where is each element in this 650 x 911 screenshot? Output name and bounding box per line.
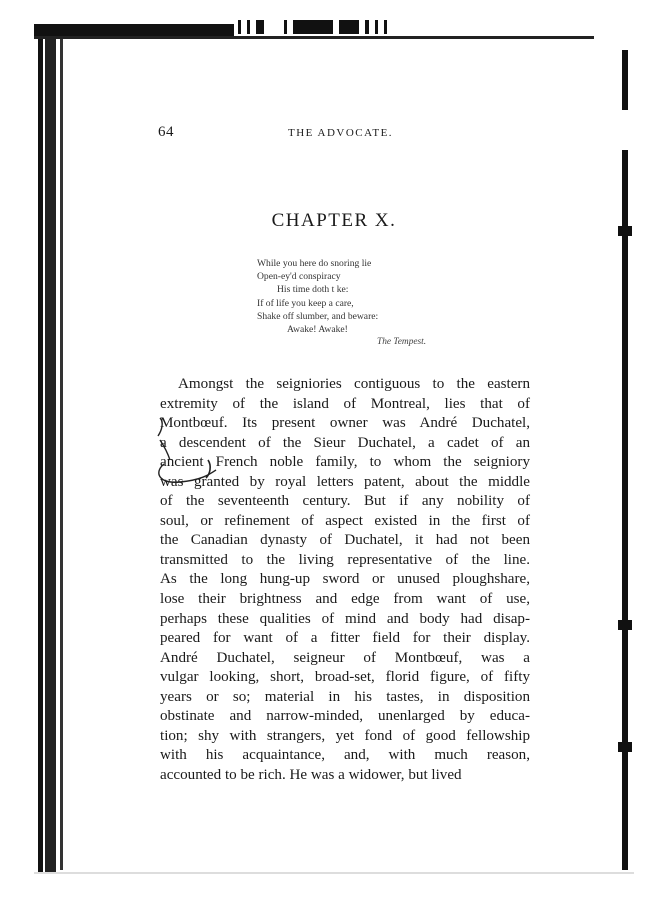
epigraph-source: The Tempest. — [377, 337, 427, 347]
epigraph-line: Awake! Awake! — [287, 324, 348, 336]
body-line: years or so; material in his tastes, in disposition — [160, 688, 530, 705]
running-head: THE ADVOCATE. — [288, 127, 394, 139]
page-number: 64 — [158, 124, 174, 140]
epigraph — [257, 257, 378, 336]
body-line: perhaps these qualities of mind and body had disap- — [160, 610, 530, 627]
scan-registration-marks — [238, 20, 387, 36]
epigraph-line: Open-ey'd conspiracy — [257, 271, 341, 283]
body-line: a descendent of the Sieur Duchatel, a cadet of an — [160, 434, 530, 451]
body-line: transmitted to the living representative of the line. — [160, 551, 530, 568]
chapter-title: CHAPTER X. — [271, 210, 397, 231]
epigraph-line: Shake off slumber, and beware: — [257, 310, 379, 322]
body-line: with his acquaintance, and, with much reason, — [160, 747, 530, 764]
body-line: vulgar looking, short, broad-set, florid figure, of fifty — [160, 669, 530, 686]
body-line: of the seventeenth century. But if any nobility of — [160, 493, 530, 510]
body-line: André Duchatel, seigneur of Montbœuf, was a — [160, 649, 530, 666]
body-line: soul, or refinement of aspect existed in the first of — [160, 512, 530, 529]
scan-bottom-edge — [34, 872, 634, 874]
body-line: the Canadian dynasty of Duchatel, it had not been — [160, 532, 530, 549]
body-line: tion; shy with strangers, yet fond of good fellowship — [160, 727, 530, 744]
body-line: ancient French noble family, to whom the seigniory — [160, 454, 530, 471]
body-line: was granted by royal letters patent, about the middle — [160, 473, 530, 490]
scan-right-notch — [618, 742, 632, 752]
page-binding-edge — [34, 24, 60, 874]
epigraph-line: His time doth t ke: — [277, 284, 349, 296]
body-line: Montbœuf. Its present owner was André Duchatel, — [160, 415, 530, 432]
body-line: extremity of the island of Montreal, lies that of — [160, 395, 530, 412]
epigraph-line: If of life you keep a care, — [257, 297, 354, 309]
scan-right-notch — [618, 620, 632, 630]
body-line: Amongst the seigniories contiguous to the eastern — [178, 376, 530, 392]
page-binding-shadow — [60, 30, 63, 870]
body-line: accounted to be rich. He was a widower, but lived — [160, 766, 462, 783]
body-line: As the long hung-up sword or unused ploughshare, — [160, 571, 530, 588]
scan-top-border — [34, 36, 594, 39]
body-line: lose their brightness and edge from want of use, — [160, 591, 530, 608]
body-line: peared for want of a fitter field for their display. — [160, 630, 530, 647]
pen-annotation-mark — [150, 412, 270, 492]
scan-right-gap — [620, 110, 630, 150]
body-line: obstinate and narrow-minded, unenlarged by educa- — [160, 708, 530, 725]
epigraph-line: While you here do snoring lie — [257, 258, 372, 269]
